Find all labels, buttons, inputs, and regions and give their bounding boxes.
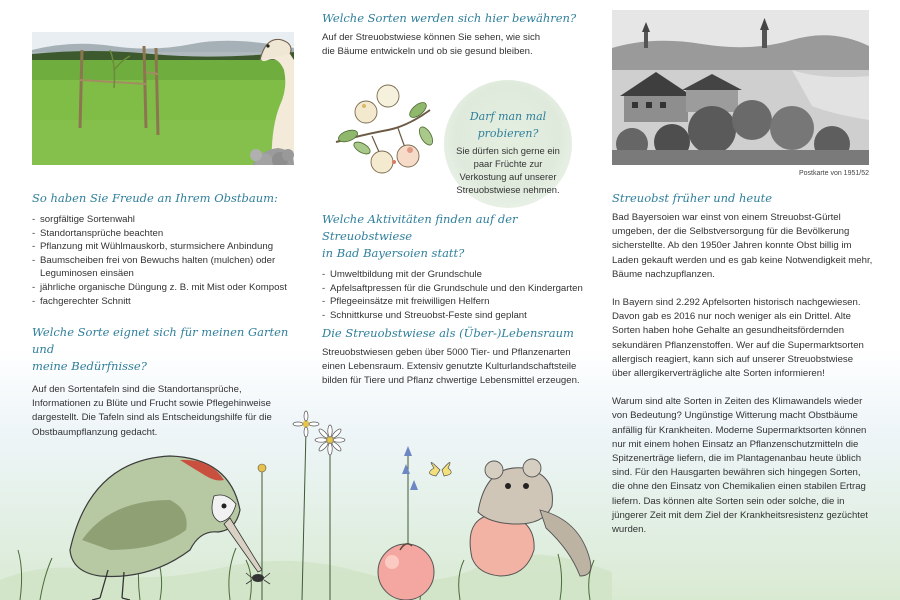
varieties-text: Auf der Streuobstwiese können Sie sehen, wie sich die Bäume entwickeln und ob sie gesund bleiben. <box>322 32 541 58</box>
meadow-illustration <box>0 400 612 600</box>
care-item: - jährliche organische Düngung z. B. mit Mist oder Kompost <box>32 281 294 295</box>
history-heading: Streuobst früher und heute <box>612 191 773 205</box>
history-para3: Warum sind alte Sorten in Zeiten des Klimawandels wieder von Bedeutung? Ungünstige Witterung macht Obstbäume anfällig für Krankheiten. Moderne Supermarktsorten können nur mit einem hohen Einsatz an Pflanzenschutzmitteln die Spitzenerträge liefern, die im Plantagenanbau heute üblich sind. Für den Hausgarten bewähren sich hingegen Sorten, die ohne den Einsatz von Chemikalien einen stabilen Ertrag liefern. Das können alte Sorten sein oder solche, die in jüngerer Zeit mit dem Ziel der Krankheitsresistenz gezüchtet wurden. <box>612 396 868 536</box>
history-section <box>612 190 874 537</box>
care-item: - sorgfältige Sortenwahl <box>32 213 294 227</box>
activity-item: - Umweltbildung mit der Grundschule <box>322 268 586 282</box>
dormouse-drawing <box>470 459 591 576</box>
care-item: - fachgerechter Schnitt <box>32 295 294 309</box>
care-item: - Standortansprüche beachten <box>32 227 294 241</box>
apple-branch-illustration <box>326 80 438 180</box>
orchard-photo <box>32 10 294 165</box>
variety-text: Auf den Sortentafeln sind die Standortansprüche, Informationen zu Blüte und Frucht sowie Pflegehinweise dargestellt. Die Tafeln sind als Entscheidungshilfe für die Obstbaumpflanzung gedacht. <box>32 384 272 438</box>
tasting-heading: Darf man mal probieren? <box>469 110 547 140</box>
history-para2: In Bayern sind 2.292 Apfelsorten historisch nachgewiesen. Davon gab es 2016 nur noch weniger als ein Drittel. Alte Sorten haben hohe Gehalte an gesundheitsfördernden sekundären Pflanzenstoffen. Wer auf die Supermarktsorten allergisch reagiert, kann sich auf unserer Streuobstwiese über allergikerverträgliche alte Sorten informieren! <box>612 297 864 380</box>
butterfly-drawing <box>429 462 451 476</box>
varieties-section <box>322 10 586 59</box>
variety-heading-line2: meine Bedürfnisse? <box>32 359 147 373</box>
activities-heading-line1: Welche Aktivitäten finden auf der Streuobstwiese <box>322 212 518 243</box>
history-para1: Bad Bayersoien war einst von einem Streuobst-Gürtel umgeben, der die Selbstversorgung für die Bevölkerung sicherstellte. Ab den 1950er Jahren konnte Obst billig im Laden gekauft werden und es gab keine Notwendigkeit mehr, Bäume nachzupflanzen. <box>612 212 873 280</box>
tasting-bubble <box>444 80 572 208</box>
postcard-caption: Postkarte von 1951/52 <box>798 170 869 177</box>
historic-postcard-photo <box>612 10 869 165</box>
habitat-text: Streuobstwiesen geben über 5000 Tier- und Pflanzenarten einen Lebensraum. Extensiv genutzte Kulturlandschaftsteile bilden für Tiere und Pflanz chwertige Lebensmittel erzeugen. <box>322 347 580 387</box>
varieties-heading: Welche Sorten werden sich hier bewähren? <box>322 11 577 25</box>
habitat-heading: Die Streuobstwiese als (Über-)Lebensraum <box>322 326 574 340</box>
activities-heading-line2: in Bad Bayersoien statt? <box>322 246 465 260</box>
activity-item: - Schnittkurse und Streuobst-Feste sind geplant <box>322 309 586 323</box>
habitat-section <box>322 325 586 389</box>
activity-item: - Pflegeeinsätze mit freiwilligen Helfern <box>322 295 586 309</box>
activities-list <box>322 268 586 322</box>
tasting-text: Sie dürfen sich gerne ein paar Früchte zur Verkostung auf unserer Streuobstwiese nehmen. <box>456 145 560 195</box>
care-section <box>32 190 294 308</box>
variety-heading-line1: Welche Sorte eignet sich für meinen Garten und <box>32 325 289 356</box>
care-heading: So haben Sie Freude an Ihrem Obstbaum: <box>32 191 278 205</box>
fallen-apple <box>378 544 434 600</box>
care-list <box>32 213 294 308</box>
care-item: - Baumscheiben frei von Bewuchs halten (mulchen) oder Leguminosen einsäen <box>32 254 294 281</box>
care-item: - Pflanzung mit Wühlmauskorb, sturmsichere Anbindung <box>32 240 294 254</box>
activity-item: - Apfelsaftpressen für die Grundschule und den Kindergarten <box>322 282 586 296</box>
activities-section <box>322 211 586 322</box>
